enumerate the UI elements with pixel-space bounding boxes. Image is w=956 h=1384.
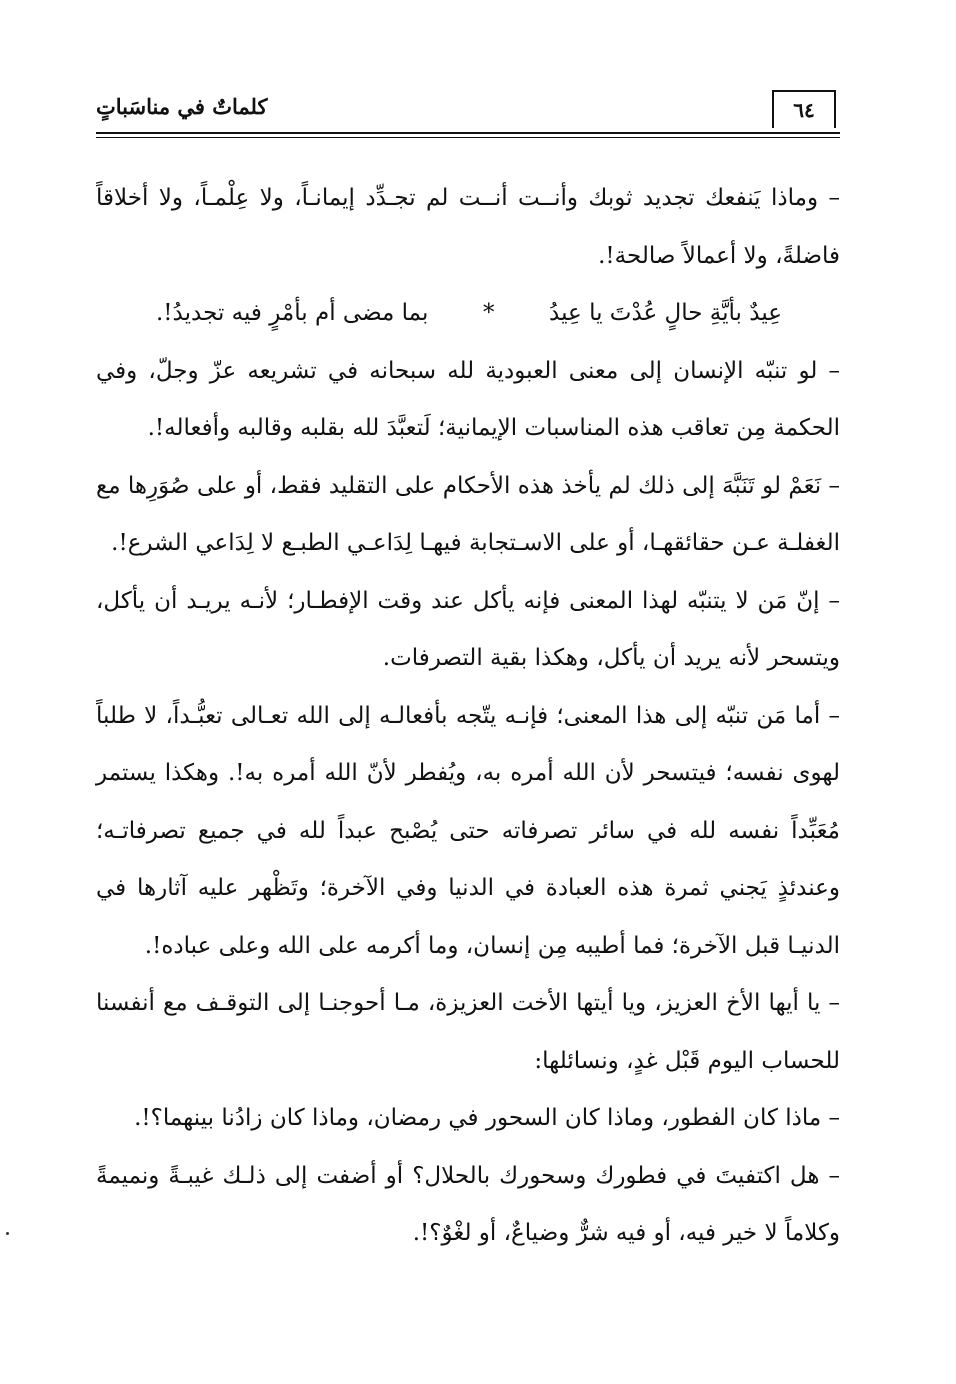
paragraph: – نَعَمْ لو تَنَبَّهَ إلى ذلك لم يأخذ هذه الأحكام على التقليد فقط، أو على صُوَرِها مع الغفلـة عـن حقائقهـا، أو على الاسـتجابة فيهـا لِدَاعـي الطبـع لا لِدَاعي الشرع!. xyxy=(96,472,840,556)
poem-separator: * xyxy=(482,300,495,326)
paragraph: – يا أيها الأخ العزيز، ويا أيتها الأخت العزيزة، مـا أحوجنـا إلى التوقـف مع أنفسنا للحساب اليوم قَبْل غدٍ، ونسائلها: xyxy=(96,990,840,1074)
page-body xyxy=(96,170,840,1263)
page-number: ٦٤ xyxy=(772,90,836,128)
header-rule-thick xyxy=(96,132,840,134)
poem-hemistich-second: بما مضى أم بأمْرٍ فيه تجديدُ!. xyxy=(156,300,429,326)
paragraph: – إنّ مَن لا يتنبّه لهذا المعنى فإنه يأكل عند وقت الإفطـار؛ لأنـه يريـد أن يأكل، ويتسحر لأنه يريد أن يأكل، وهكذا بقية التصرفات. xyxy=(96,587,840,671)
header-rule-thin xyxy=(96,137,840,138)
paragraph: – وماذا يَنفعك تجديد ثوبك وأنــت أنــت لم تجـدِّد إيمانـاً، ولا عِلْمـاً، ولا أخلاقاً فاضلةً، ولا أعمالاً صالحة!. xyxy=(96,185,840,269)
paragraph: – أما مَن تنبّه إلى هذا المعنى؛ فإنـه يتّجه بأفعالـه إلى الله تعـالى تعبُّـداً، لا طلباً لهوى نفسه؛ فيتسحر لأن الله أمره به، ويُفطر لأنّ الله أمره به!. وهكذا يستمر مُعَبِّداً نفسه لله في سائر تصرفاته حتى يُصْبح عبداً لله في جميع تصرفاتـه؛ وعندئذٍ يَجني ثمرة هذه العبادة في الدنيا وفي الآخرة؛ وتَظْهر عليه آثارها في الدنيـا قبل الآخرة؛ فما أطيبه مِن إنسان، وما أكرمه على الله وعلى عباده!. xyxy=(96,702,840,959)
scan-speck xyxy=(6,1232,9,1235)
poem-hemistich-first: عِيدٌ بأيَّةِ حالٍ عُدْتَ يا عِيدُ xyxy=(549,300,782,326)
poem-verse xyxy=(96,285,840,343)
paragraph: – لو تنبّه الإنسان إلى معنى العبودية لله سبحانه في تشريعه عزّ وجلّ، وفي الحكمة مِن تعاقب هذه المناسبات الإيمانية؛ لَتعبَّدَ لله بقلبه وقالبه وأفعاله!. xyxy=(96,357,840,441)
paragraph: – ماذا كان الفطور، وماذا كان السحور في رمضان، وماذا كان زادُنا بينهما؟!. xyxy=(134,1105,840,1131)
running-title: كلماتٌ في مناسَباتٍ xyxy=(96,94,268,119)
paragraph: – هل اكتفيتَ في فطورك وسحورك بالحلال؟ أو أضفت إلى ذلـك غيبـةً ونميمةً وكلاماً لا خير فيه، أو فيه شرٌّ وضياعٌ، أو لغْوٌ؟!. xyxy=(96,1162,840,1246)
page-header xyxy=(96,90,840,134)
